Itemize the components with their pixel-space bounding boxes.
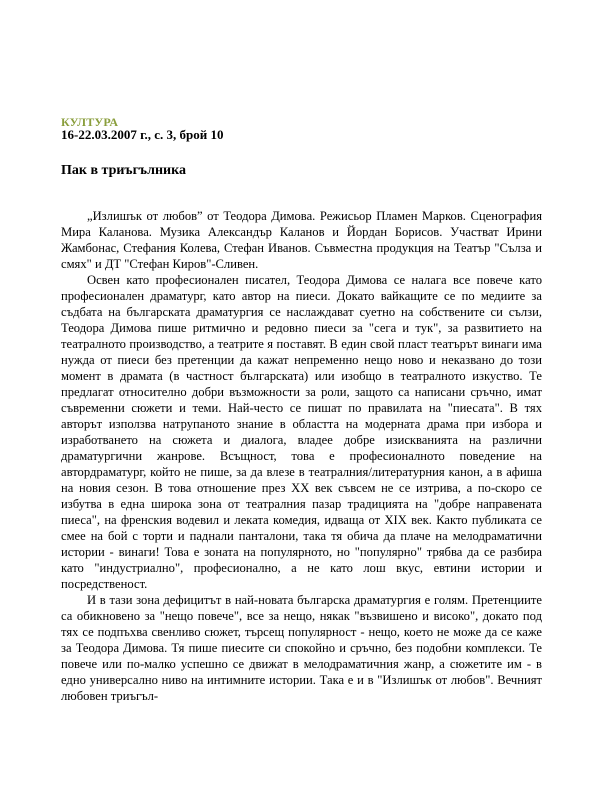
paragraph-credits: „Излишък от любов” от Теодора Димова. Режисьор Пламен Марков. Сценография Мира Каланова. Музика Александър Каланов и Йордан Борисов. Участват Ирини Жамбонас, Стефания Колева, Стефан Иванов. Съвместна продукция на Театър "Сълза и смях" и ДТ "Стефан Киров"-Сливен. [61, 209, 542, 271]
paragraph-main: Освен като професионален писател, Теодора Димова се налага все повече като професионален драматург, като автор на пиеси. Докато вайкащите се по медиите за съдбата на българската драматургия се наслаждават суетно на собствените си сълзи, Теодора Димова пише ритмично и редовно пиеси за "сега и тук", за развитието на театралното производство, а театрите я поставят. В един свой пласт театърът винаги има нужда от пиеси без претенции да кажат непременно нещо ново и неказвано до този момент в драмата (в частност българската) или изобщо в театралното изкуство. Те предлагат относително добри възможности за роли, защото са написани сръчно, имат съвременни сюжети и теми. Най-често се пишат по правилата на "пиесата". В тях авторът използва натрупаното знание в областта на модерната драма при избора и изработването на сюжета и диалога, владее добре изискванията на различни драматургични жанрове. Всъщност, това е професионалното поведение на автордраматург, който не пише, за да влезе в театралния/литературния канон, а в афиша на новия сезон. В това отношение през XX век съвсем не се изтрива, а по-скоро се избутва в една широка зона от театралния пазар традицията на "добре направената пиеса", на френския водевил и леката комедия, идваща от XIX век. Както публиката се смее на бой с торти и паднали панталони, така тя обича да плаче на мелодраматични истории - винаги! Това е зоната на популярното, но "популярно" трябва да се разбира като "индустриално", професионално, а не като лош вкус, евтини истории и посредственост. [61, 273, 542, 591]
article-body [61, 208, 542, 704]
issue-info: 16-22.03.2007 г., с. 3, брой 10 [61, 127, 224, 142]
article-title: Пак в триъгълника [61, 163, 186, 178]
section-label: КУЛТУРА [61, 115, 119, 129]
paragraph-deficit: И в тази зона дефицитът в най-новата българска драматургия е голям. Претенциите са обикновено за "нещо повече", все за нещо, някак "възвишено и високо", докато под тях се подпъхва свенливо сюжет, търсещ популярност - нещо, което не може да се каже за Теодора Димова. Тя пише пиесите си спокойно и сръчно, без подобни комплекси. Те повече или по-малко успешно се движат в мелодраматичния жанр, а сюжетите им - в едно универсално ниво на интимните истории. Така е и в "Излишък от любов". Вечният любовен триъгъл- [61, 593, 542, 703]
